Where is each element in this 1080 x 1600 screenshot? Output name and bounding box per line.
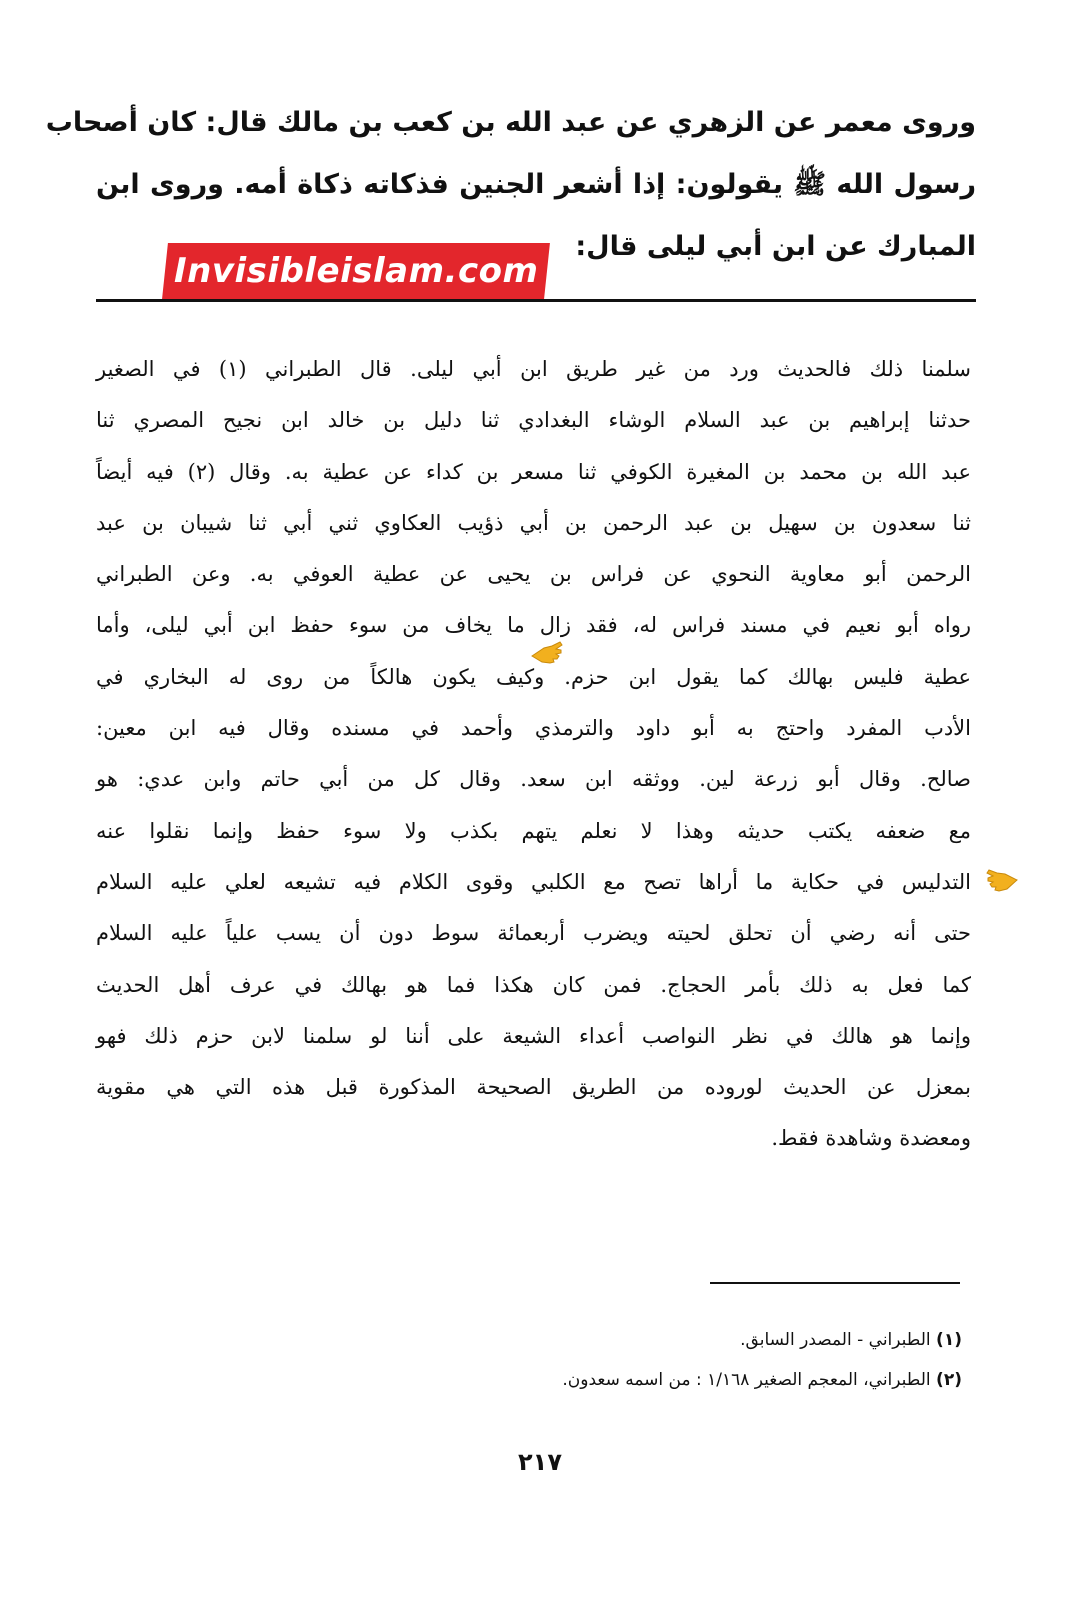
pointing-hand-icon: [985, 866, 1019, 894]
body-line: سلمنا ذلك فالحديث ورد من غير طريق ابن أبي ليلى. قال الطبراني (١) في الصغير: [96, 357, 971, 381]
body-line: حدثنا إبراهيم بن عبد السلام الوشاء البغدادي ثنا دليل بن خالد ابن نجيح المصري ثنا: [96, 408, 971, 433]
footnote-text: الطبراني - المصدر السابق.: [740, 1330, 931, 1350]
footnote-number: (٢): [936, 1370, 962, 1390]
body-line: مع ضعفه يكتب حديثه وهذا لا نعلم يتهم بكذب ولا سوء حفظ وإنما نقلوا عنه: [96, 818, 971, 843]
body-line: عبد الله بن محمد بن المغيرة الكوفي ثنا مسعر بن كداء عن عطية به. وقال (٢) فيه أيضاً: [96, 459, 972, 484]
footnote: [300, 1320, 962, 1360]
body-line: التدليس في حكاية ما أراها تصح مع الكلبي وقوى الكلام فيه تشيعه لعلي عليه السلام: [96, 869, 971, 894]
body-line: عطية فليس بهالك كما يقول ابن حزم. وكيف يكون هالكاً من روى له البخاري في: [96, 664, 971, 689]
body-line: ومعضدة وشاهدة فقط.: [771, 1126, 971, 1151]
body-line: وإنما هو هالك في نظر النواصب أعداء الشيعة على أننا لو سلمنا لابن حزم ذلك فهو: [96, 1023, 971, 1048]
body-line: الأدب المفرد واحتج به أبو داود والترمذي وأحمد في مسنده وقال فيه ابن معين:: [96, 716, 971, 741]
body-line: صالح. وقال أبو زرعة لين. ووثقه ابن سعد. وقال كل من أبي حاتم وابن عدي: هو: [96, 767, 971, 792]
body-line: حتى أنه رضي أن تحلق لحيته ويضرب أربعمائة سوط دون أن يسب علياً عليه السلام: [96, 921, 971, 946]
footnote-divider: [710, 1282, 960, 1284]
body-line: الرحمن أبو معاوية النحوي عن فراس بن يحيى عن عطية العوفي به. وعن الطبراني: [96, 562, 971, 587]
body-line: كما فعل به ذلك بأمر الحجاج. فمن كان هكذا فما هو بهالك في عرف أهل الحديث: [96, 972, 971, 997]
section-divider: [96, 299, 976, 302]
page-number: ٢١٧: [518, 1448, 562, 1476]
watermark-text: Invisibleislam.com: [173, 251, 539, 291]
footnote: [300, 1360, 962, 1400]
quote-line: وروى معمر عن الزهري عن عبد الله بن كعب بن مالك قال: كان أصحاب: [45, 107, 976, 138]
body-line: رواه أبو نعيم في مسند فراس له، فقد زال ما يخاف من سوء حفظ ابن أبي ليلى، وأما: [96, 613, 971, 638]
quote-line: المبارك عن ابن أبي ليلى قال:: [575, 231, 976, 262]
body-line: ثنا سعدون بن سهيل بن عبد الرحمن بن أبي ذؤيب العكاوي ثني أبي ثنا شيبان بن عبد: [96, 510, 971, 535]
footnote-text: الطبراني، المعجم الصغير ١/١٦٨ : من اسمه سعدون.: [562, 1370, 931, 1390]
body-paragraph: [96, 344, 971, 1165]
watermark-logo: [162, 243, 550, 299]
footnotes: [300, 1320, 962, 1400]
body-line: بمعزل عن الحديث لوروده من الطريق الصحيحة المذكورة قبل هذه التي هي مقوية: [96, 1075, 971, 1100]
pointing-hand-icon: [530, 638, 564, 666]
quote-line: رسول الله ﷺ يقولون: إذا أشعر الجنين فذكاته ذكاة أمه. وروى ابن: [96, 169, 976, 200]
footnote-number: (١): [936, 1330, 962, 1350]
